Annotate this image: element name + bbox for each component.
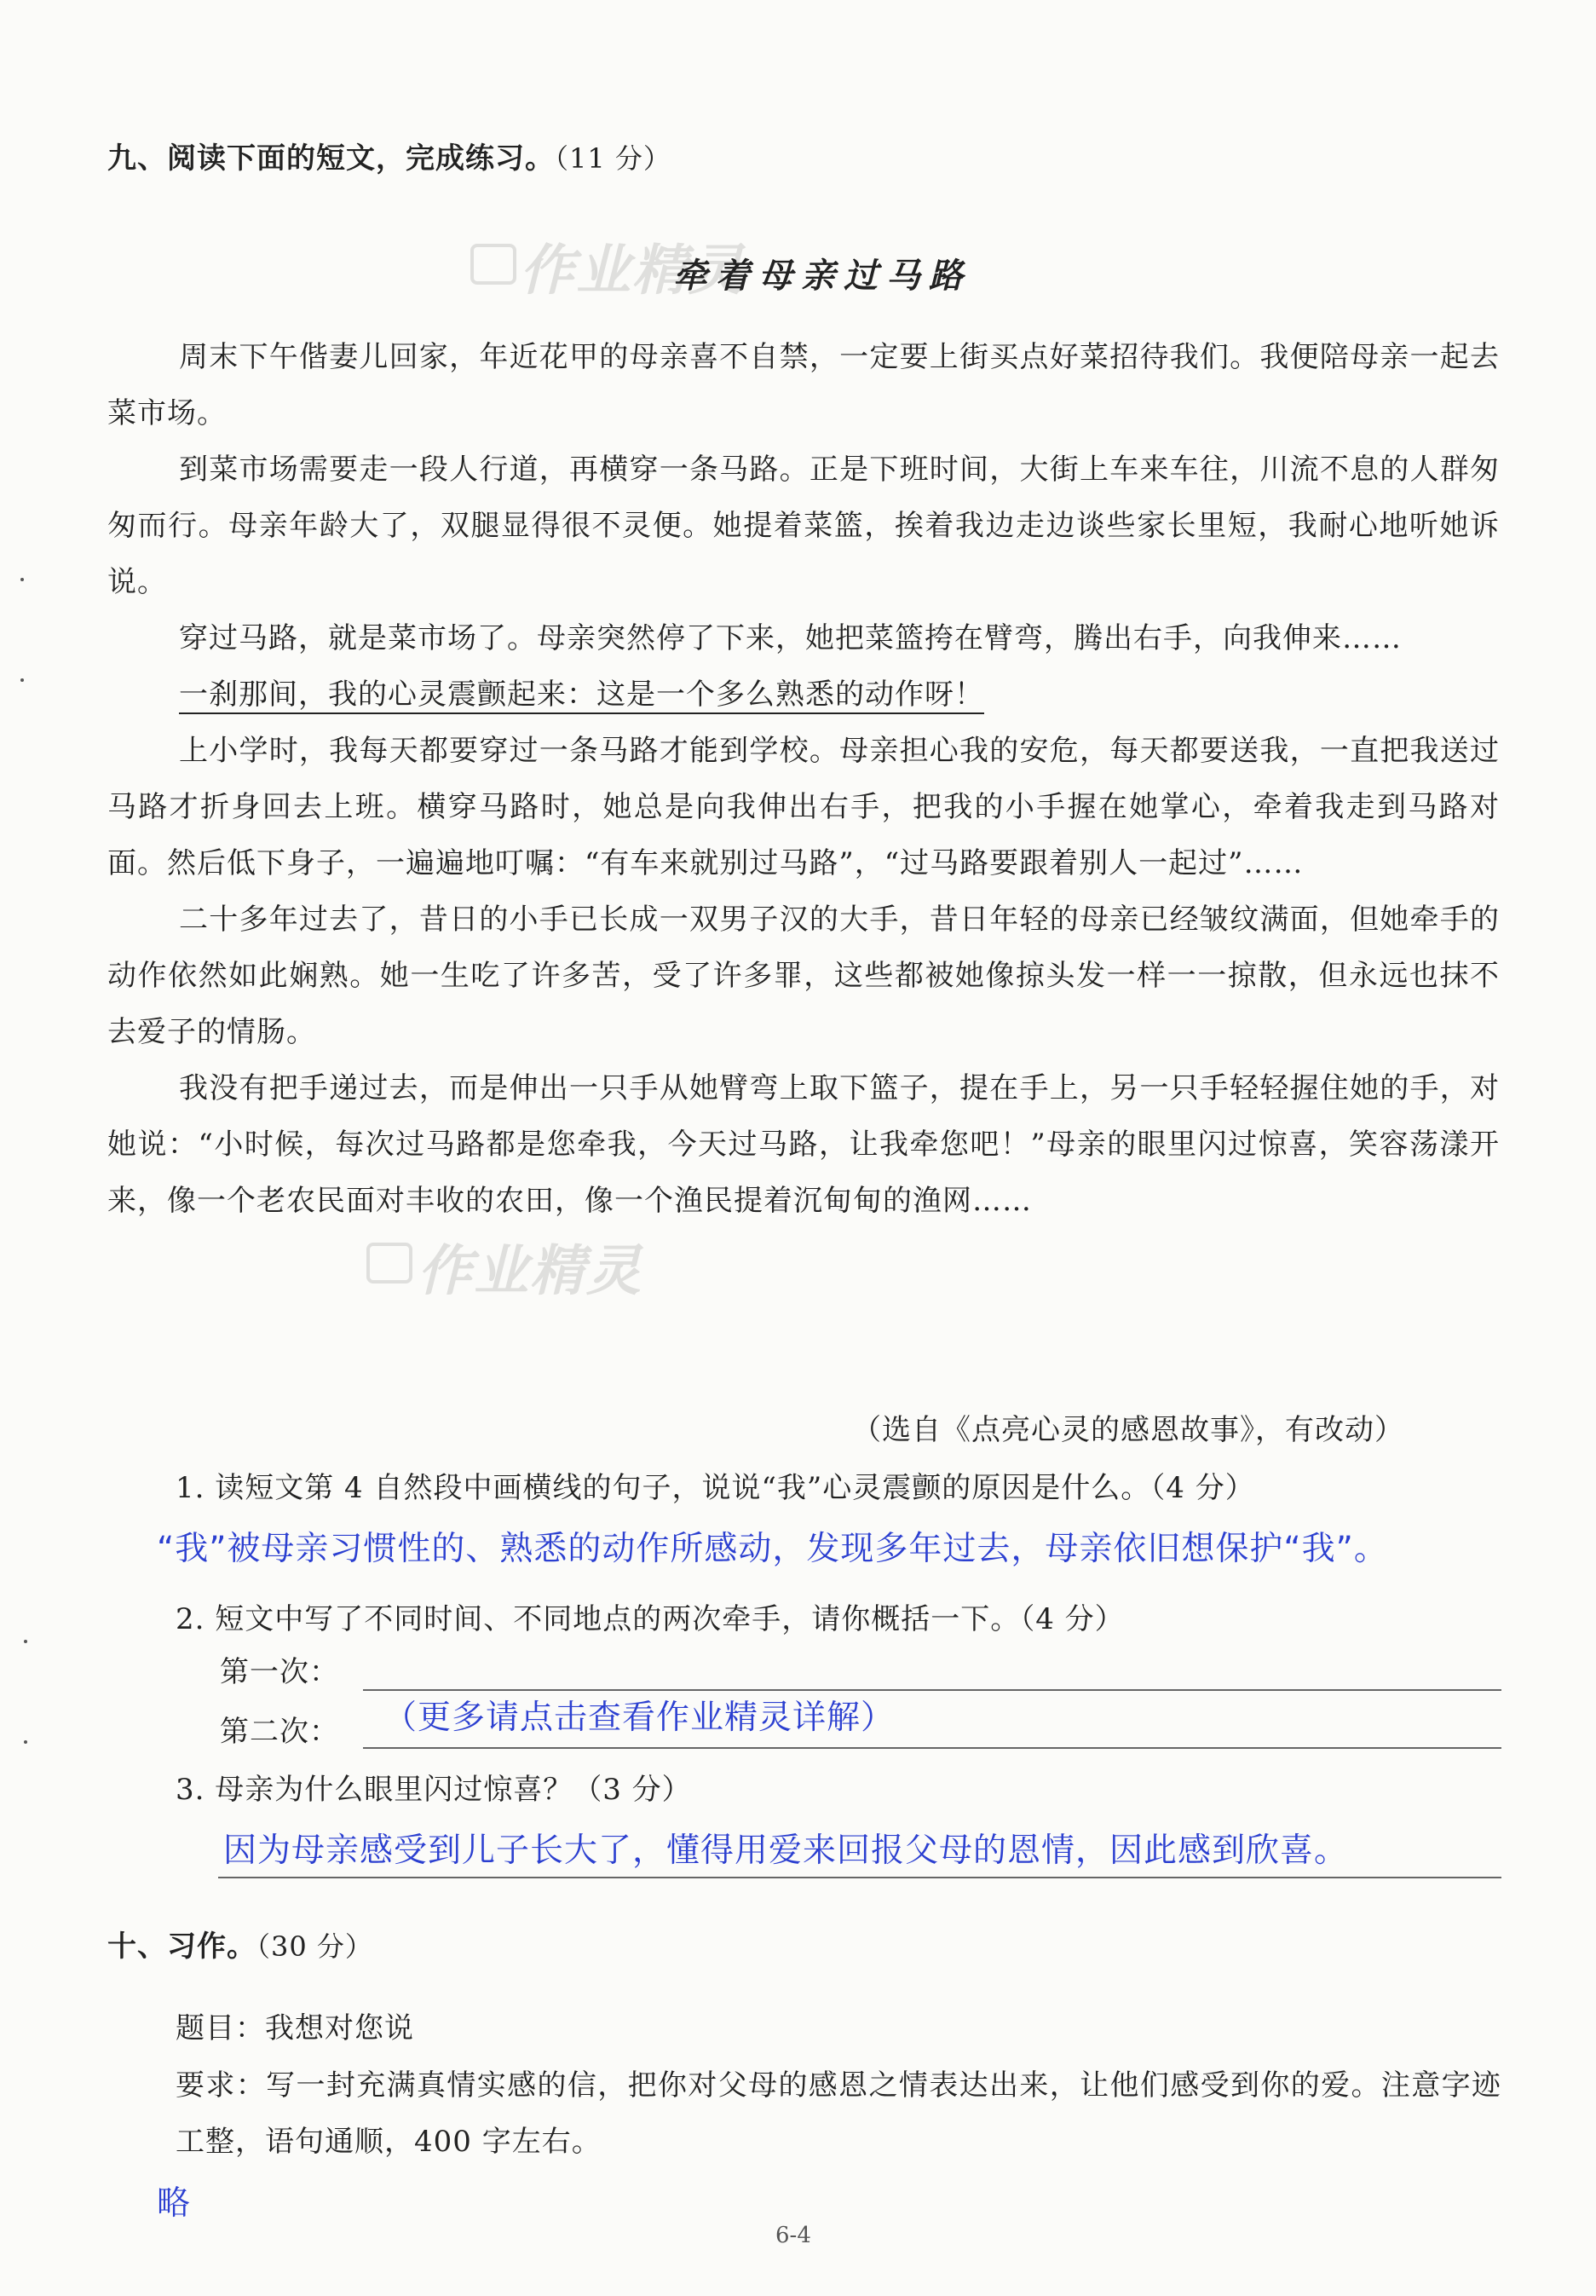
q3-answer-line bbox=[218, 1877, 1501, 1878]
answer-2[interactable]: （更多请点击查看作业精灵详解） bbox=[383, 1699, 896, 1737]
watermark: 作业精灵 bbox=[520, 239, 745, 303]
paragraph-2: 到菜市场需要走一段人行道，再横穿一条马路。正是下班时间，大街上车来车往，川流不息的人群匆匆而行。母亲年龄大了，双腿显得很不灵便。她提着菜篮，挨着我边走边谈些家长里短，我耐心地听她诉说。 bbox=[107, 453, 1500, 599]
paragraph-3: 穿过马路，就是菜市场了。母亲突然停了下来，她把菜篮挎在臂弯，腾出右手，向我伸来…… bbox=[179, 621, 1402, 655]
passage-source: （选自《点亮心灵的感恩故事》，有改动） bbox=[852, 1413, 1404, 1447]
question-2: 2. 短文中写了不同时间、不同地点的两次牵手，请你概括一下。（4 分） bbox=[176, 1602, 1125, 1636]
passage-title: 牵着母亲过马路 bbox=[673, 256, 971, 296]
passage-body bbox=[107, 329, 1500, 1229]
scan-dot bbox=[20, 578, 24, 581]
question-3: 3. 母亲为什么眼里闪过惊喜？（3 分） bbox=[176, 1773, 692, 1807]
composition-requirement-block bbox=[176, 2057, 1501, 2170]
scan-dot bbox=[24, 1640, 27, 1643]
section9-heading bbox=[107, 135, 671, 176]
page-number: 6-4 bbox=[775, 2223, 811, 2248]
section9-heading-text: 九、阅读下面的短文，完成练习。 bbox=[107, 141, 555, 176]
section10-score: （30 分） bbox=[256, 1930, 373, 1963]
paragraph-7: 我没有把手递过去，而是伸出一只手从她臂弯上取下篮子，提在手上，另一只手轻轻握住她的手，对她说：“小时候，每次过马路都是您牵我，今天过马路，让我牵您吧！”母亲的眼里闪过惊喜，笑容荡漾开来，像一个老农民面对丰收的农田，像一个渔民提着沉甸甸的渔网…… bbox=[107, 1071, 1500, 1218]
scan-dot bbox=[20, 678, 24, 682]
section10-heading bbox=[107, 1923, 373, 1964]
q2-label-second: 第二次： bbox=[220, 1715, 339, 1749]
watermark-logo-icon-2 bbox=[366, 1243, 412, 1284]
watermark-logo-icon bbox=[470, 244, 516, 285]
composition-topic: 题目：我想对您说 bbox=[176, 2011, 414, 2045]
section9-score: （11 分） bbox=[555, 142, 671, 175]
paragraph-1: 周末下午偕妻儿回家，年近花甲的母亲喜不自禁，一定要上街买点好菜招待我们。我便陪母亲一起去菜市场。 bbox=[107, 340, 1500, 430]
watermark-2: 作业精灵 bbox=[418, 1240, 642, 1303]
answer-3: 因为母亲感受到儿子长大了，懂得用爱来回报父母的恩情，因此感到欣喜。 bbox=[223, 1832, 1349, 1870]
underlined-sentence: 一刹那间，我的心灵震颤起来：这是一个多么熟悉的动作呀！ bbox=[179, 678, 984, 712]
answer-1: “我”被母亲习惯性的、熟悉的动作所感动，发现多年过去，母亲依旧想保护“我”。 bbox=[157, 1530, 1388, 1568]
q2-answer-line-2 bbox=[363, 1747, 1501, 1749]
composition-answer: 略 bbox=[157, 2184, 192, 2223]
paragraph-6: 二十多年过去了，昔日的小手已长成一双男子汉的大手，昔日年轻的母亲已经皱纹满面，但她牵手的动作依然如此娴熟。她一生吃了许多苦，受了许多罪，这些都被她像掠头发一样一一掠散，但永远也抹不去爱子的情肠。 bbox=[107, 903, 1500, 1049]
question-1: 1. 读短文第 4 自然段中画横线的句子，说说“我”心灵震颤的原因是什么。（4 分） bbox=[176, 1471, 1255, 1505]
paragraph-5: 上小学时，我每天都要穿过一条马路才能到学校。母亲担心我的安危，每天都要送我，一直把我送过马路才折身回去上班。横穿马路时，她总是向我伸出右手，把我的小手握在她掌心，牵着我走到马路对面。然后低下身子，一遍遍地叮嘱：“有车来就别过马路”，“过马路要跟着别人一起过”…… bbox=[107, 734, 1500, 880]
q2-label-first: 第一次： bbox=[220, 1655, 339, 1689]
paragraph-4 bbox=[107, 666, 1500, 723]
scan-dot bbox=[24, 1740, 27, 1744]
section10-heading-text: 十、习作。 bbox=[107, 1930, 256, 1964]
composition-requirement: 要求：写一封充满真情实感的信，把你对父母的感恩之情表达出来，让他们感受到你的爱。注意字迹工整，语句通顺，400 字左右。 bbox=[176, 2068, 1501, 2159]
